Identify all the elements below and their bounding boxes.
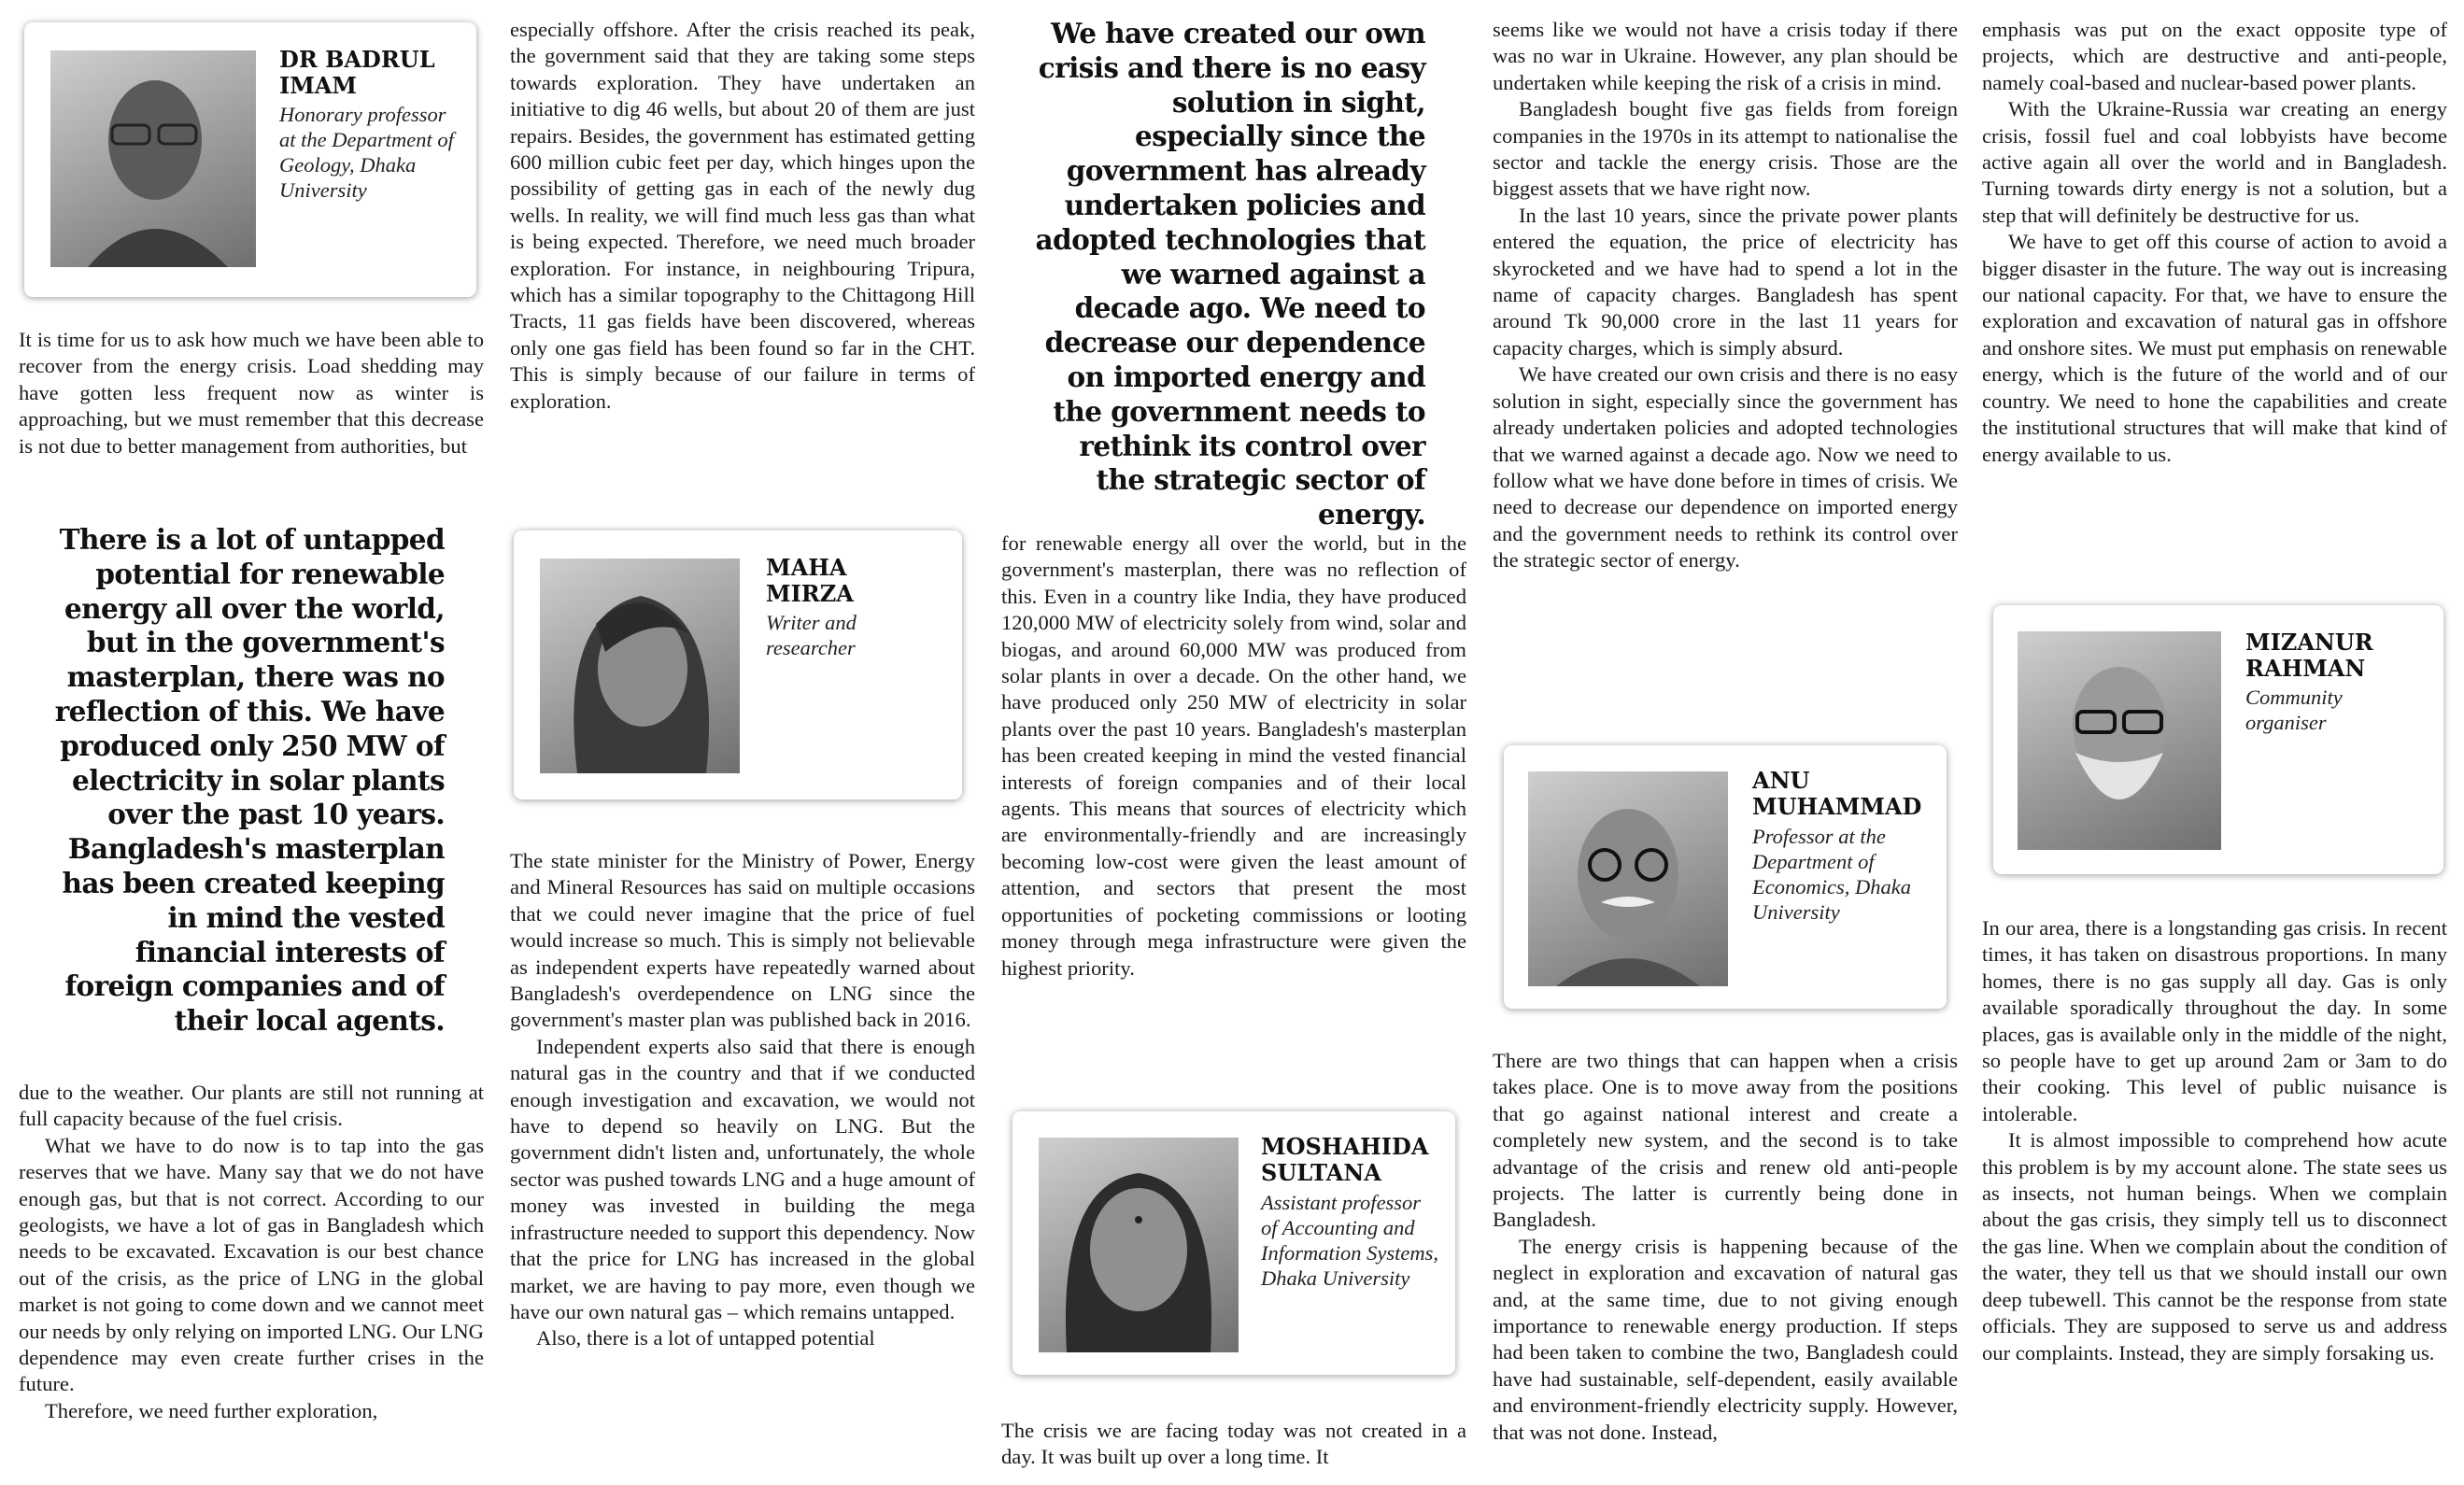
portrait-photo-mizanur-rahman: [2018, 631, 2221, 850]
column-2-bottom-text: [510, 848, 975, 1352]
portrait-icon: [540, 559, 740, 773]
pull-quote-crisis: We have created our own crisis and there is no easy solution in sight, especially since the government has already undertaken policies and adopted technologies that we warned against a decade ago. We need to decrease our dependence on imported energy and the government needs to rethink its control over the strategic sector of energy.: [1035, 17, 1425, 531]
paragraph: It is almost impossible to comprehend how acute this problem is by my account alone. The state sees us as insects, not human beings. When we complain about the gas crisis, they simply tell us to disconnect the gas line. When we complain about the condition of the water, they tell us that we should install our own deep tubewell. This cannot be the response from state officials. They are supposed to serve us and address our complaints. Instead, they are simply forsaking us.: [1982, 1128, 2447, 1365]
portrait-photo-moshahida-sultana: [1039, 1138, 1239, 1352]
profile-card-moshahida-sultana: [1013, 1111, 1455, 1375]
paragraph: There are two things that can happen when a crisis takes place. One is to move away from the positions that go against national interest and create a completely new system, and the second is to take advantage of the crisis and renew old anti-people projects. The latter is currently being done in Bangladesh.: [1493, 1049, 1958, 1232]
profile-card-badrul-imam: [24, 22, 476, 297]
portrait-icon: [1039, 1138, 1239, 1352]
paragraph: especially offshore. After the crisis reached its peak, the government said that they are taking some steps towards exploration. They have undertaken an initiative to dig 46 wells, but about 20 of them are just repairs. Besides, the government has estimated getting 600 million cubic feet per day, which hinges upon the possibility of getting gas in each of the newly dug wells. In reality, we will find much less gas than what is being expected. Therefore, we need much broader exploration. For instance, in neighbouring Tripura, which has a similar topography to the Chittagong Hill Tracts, 11 gas fields have been discovered, whereas only one gas field has been found so far in the CHT. This is simply because of our failure in terms of exploration.: [510, 18, 975, 413]
paragraph: seems like we would not have a crisis today if there was no war in Ukraine. However, any plan should be undertaken while keeping the risk of a crisis in mind.: [1493, 18, 1958, 94]
profile-name-anu-muhammad: ANU MUHAMMAD: [1752, 767, 1922, 820]
paragraph: In our area, there is a longstanding gas crisis. In recent times, it has taken on disastrous proportions. In many homes, there is no gas supply all day. Gas is only available sporadically throughout the day. In some places, gas is available only in the middle of the night, so people have to get up around 2am or 3am to do their cooking. This level of public nuisance is intolerable.: [1982, 916, 2447, 1125]
column-2-top-text: [510, 17, 975, 415]
profile-title-maha-mirza: Writer and researcher: [766, 611, 857, 659]
paragraph: emphasis was put on the exact opposite type of projects, which are destructive and anti-people, namely coal-based and nuclear-based power plants.: [1982, 18, 2447, 94]
column-5-top-text: [1982, 17, 2447, 468]
profile-card-maha-mirza: [514, 530, 962, 799]
portrait-photo-maha-mirza: [540, 559, 740, 773]
pull-quote-renewable: There is a lot of untapped potential for renewable energy all over the world, but in the government's masterplan, there was no reflection of this. We have produced only 250 MW of electricity in solar plants over the past 10 years. Bangladesh's masterplan has been created keeping in mind the vested financial interests of foreign companies and of their local agents.: [54, 523, 445, 1038]
profile-name-maha-mirza: MAHA MIRZA: [766, 554, 854, 607]
paragraph: The energy crisis is happening because of the neglect in exploration and excavation of natural gas and, at the same time, due to not giving enough importance to renewable energy production. If steps had been taken to combine the two, Bangladesh could have had sustainable, self-dependent, easily available and environment-friendly electricity supply. However, that was not done. Instead,: [1493, 1234, 1958, 1444]
paragraph: Bangladesh bought five gas fields from foreign companies in the 1970s in its attempt to nationalise the sector and tackle the energy crisis. Those are the biggest assets that we have right now.: [1493, 97, 1958, 201]
profile-title-moshahida-sultana: Assistant professor of Accounting and Information Systems, Dhaka University: [1261, 1191, 1438, 1290]
paragraph: It is time for us to ask how much we have been able to recover from the energy crisis. Load shedding may have gotten less frequent now as winter is approaching, but we must remember that this decrease is not due to better management from authorities, but: [19, 328, 484, 458]
paragraph: Independent experts also said that there is enough natural gas in the country and that if we conducted enough investigation and excavation, we would not have to depend so heavily on LNG. But the government didn't listen and, unfortunately, the whole sector was pushed towards LNG and a huge amount of money was invested in building the mega infrastructure needed to support this dependency. Now that the price for LNG has increased in the global market, we are having to pay more, even though we have our own natural gas – which remains untapped.: [510, 1034, 975, 1323]
column-4-top-text: [1493, 17, 1958, 574]
paragraph: for renewable energy all over the world, but in the government's masterplan, there was no reflection of this. Even in a country like India, they have produced 120,000 MW of electricity solely from wind, solar and biogas, and around 60,000 MW was produced from solar plants in over a decade. On the other hand, we have produced only 250 MW of electricity in solar plants over the past 10 years. Bangladesh's masterplan has been created keeping in mind the vested financial interests of foreign companies and of their local agents. This means that sources of electricity which are environmentally-friendly and are increasingly becoming low-cost were given the least amount of attention, and sectors that present the most opportunities of pocketing commissions or looting money through mega infrastructure were given the highest priority.: [1001, 531, 1466, 980]
paragraph: The state minister for the Ministry of Power, Energy and Mineral Resources has said on multiple occasions that we could never imagine that the price of fuel would increase so much. This is simply not believable as independent experts have repeatedly warned about Bangladesh's overdependence on LNG since the government's master plan was published back in 2016.: [510, 849, 975, 1032]
paragraph: Also, there is a lot of untapped potential: [536, 1326, 875, 1351]
paragraph: What we have to do now is to tap into the gas reserves that we have. Many say that we do not have enough gas, but that is not correct. According to our geologists, we have a lot of gas in Bangladesh which needs to be excavated. Excavation is our best chance out of the crisis, as the price of LNG in the global market is not going to come down and we cannot meet our needs by only relying on imported LNG. Our LNG dependence may even create further crises in the future.: [19, 1133, 484, 1396]
profile-card-anu-muhammad: [1504, 745, 1947, 1009]
paragraph: Therefore, we need further exploration,: [45, 1398, 378, 1422]
portrait-icon: [50, 50, 256, 267]
profile-name-mizanur-rahman: MIZANUR RAHMAN: [2245, 629, 2373, 682]
profile-title-mizanur-rahman: Community organiser: [2245, 686, 2343, 734]
paragraph: With the Ukraine-Russia war creating an energy crisis, fossil fuel and coal lobbyists have become active again all over the world and in Bangladesh. Turning towards dirty energy is not a solution, but a step that will definitely be destructive for us.: [1982, 97, 2447, 227]
column-4-bottom-text: [1493, 1048, 1958, 1446]
profile-name-moshahida-sultana: MOSHAHIDA SULTANA: [1261, 1133, 1429, 1186]
column-1-top-text: [19, 327, 484, 460]
paragraph: We have to get off this course of action to avoid a bigger disaster in the future. The way out is increasing our national capacity. For that, we have to ensure the exploration and excavation of natural gas in offshore and onshore sites. We must put emphasis on renewable energy, which is the future of the world and of our country. We need to hone the capabilities and create the institutional structures that will make that kind of energy available to us.: [1982, 230, 2447, 466]
paragraph: due to the weather. Our plants are still not running at full capacity because of the fuel crisis.: [19, 1081, 484, 1131]
column-1-bottom-text: [19, 1080, 484, 1424]
paragraph: The crisis we are facing today was not created in a day. It was built up over a long time. It: [1001, 1419, 1466, 1469]
column-3-bottom-text: [1001, 1418, 1466, 1471]
portrait-icon: [2018, 631, 2221, 850]
paragraph: We have created our own crisis and there is no easy solution in sight, especially since the government has already undertaken policies and adopted technologies that we warned against a decade ago. Now we need to follow what we have done before in times of crisis. We need to decrease our dependence on imported energy and the government needs to rethink its control over the strategic sector of energy.: [1493, 362, 1958, 573]
column-5-bottom-text: [1982, 915, 2447, 1366]
portrait-photo-badrul-imam: [50, 50, 256, 267]
profile-title-anu-muhammad: Professor at the Department of Economics, Dhaka University: [1752, 825, 1911, 924]
portrait-icon: [1528, 771, 1728, 986]
column-3-middle-text: [1001, 530, 1466, 982]
paragraph: In the last 10 years, since the private power plants entered the equation, the price of electricity has skyrocketed and we have had to spend a lot in the name of capacity charges. Bangladesh has spent around Tk 90,000 crore in the last 11 years for capacity charges, which is simply absurd.: [1493, 203, 1958, 360]
profile-card-mizanur-rahman: [1993, 605, 2443, 874]
profile-title-badrul-imam: Honorary professor at the Department of Geology, Dhaka University: [279, 103, 454, 202]
profile-name-badrul-imam: DR BADRUL IMAM: [279, 46, 435, 99]
portrait-photo-anu-muhammad: [1528, 771, 1728, 986]
